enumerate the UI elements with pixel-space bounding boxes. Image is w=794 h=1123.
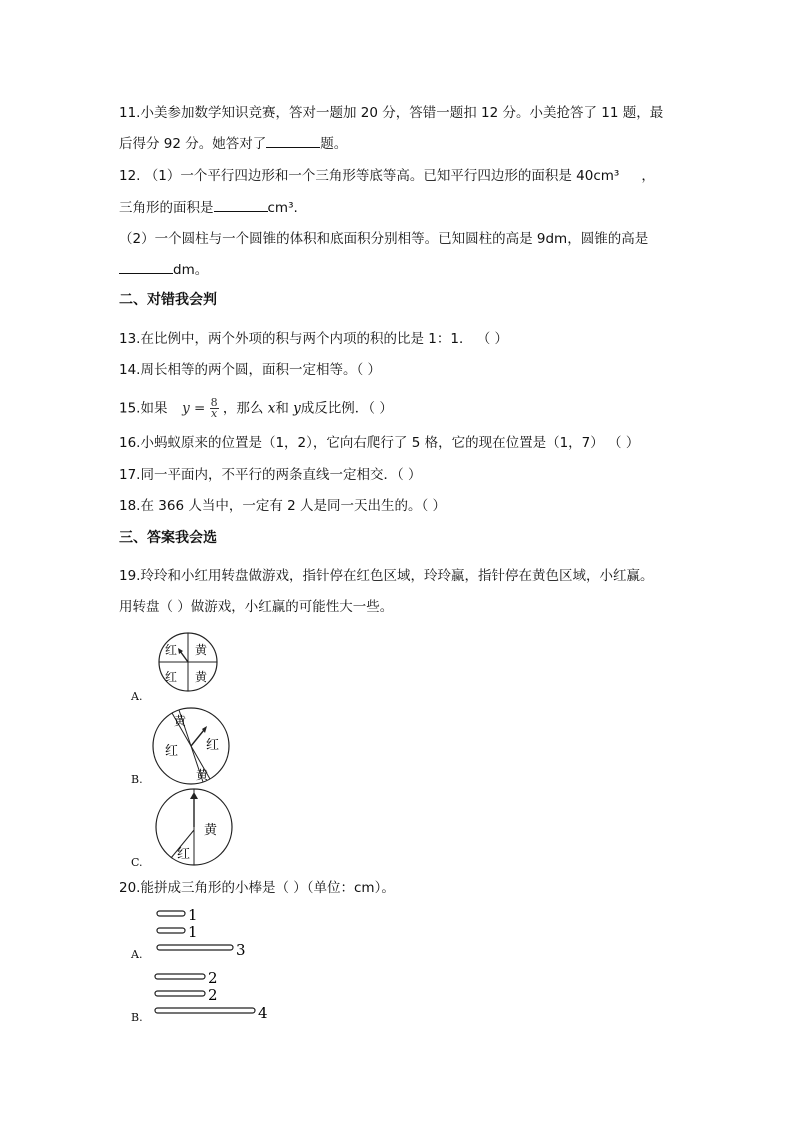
answer-blank[interactable] bbox=[214, 197, 268, 212]
answer-blank[interactable] bbox=[266, 133, 320, 148]
spinner-b-sector-4: 黄 bbox=[196, 768, 209, 782]
stick-b-3 bbox=[155, 1008, 255, 1013]
question-12-text-1a: 12. （1）一个平行四边形和一个三角形等底等高。已知平行四边形的面积是 40cm³ bbox=[119, 168, 620, 184]
spinner-b-sector-3: 红 bbox=[206, 738, 220, 753]
option-a-label[interactable]: A. bbox=[131, 690, 143, 703]
question-12-line-4 bbox=[119, 259, 208, 280]
question-12-text-2b: cm³. bbox=[267, 200, 298, 216]
question-15-mid: ，那么 bbox=[222, 400, 264, 417]
question-19-line-1: 19.玲玲和小红用转盘做游戏，指针停在红色区域，玲玲赢，指针停在黄色区域，小红赢。 bbox=[119, 568, 654, 584]
question-12-text-4b: dm。 bbox=[173, 262, 209, 278]
formula-y: y bbox=[182, 400, 190, 417]
formula-equals: = bbox=[194, 400, 206, 417]
option-c-label[interactable]: C. bbox=[131, 856, 143, 869]
spinner-a-sector-2: 黄 bbox=[195, 643, 208, 657]
spinner-b bbox=[150, 705, 236, 787]
spinner-c-arrowhead-icon bbox=[190, 792, 198, 799]
variable-x: x bbox=[267, 400, 276, 417]
variable-y: y bbox=[293, 400, 301, 417]
question-11-line-1: 11.小美参加数学知识竞赛，答对一题加 20 分，答错一题扣 12 分。小美抢答了 11 题，最 bbox=[119, 105, 664, 121]
question-14: 14.周长相等的两个圆，面积一定相等。（ ） bbox=[119, 362, 382, 378]
sticks-a bbox=[150, 904, 260, 960]
question-15-suffix: 成反比例．（ ） bbox=[300, 400, 393, 417]
sticks-b bbox=[150, 966, 280, 1022]
question-12-text-1b: ， bbox=[641, 168, 655, 184]
question-20: 20.能拼成三角形的小棒是（ ）（单位：cm）。 bbox=[119, 880, 395, 896]
question-15-prefix: 15.如果 bbox=[119, 400, 168, 417]
stick-b-2-length: 2 bbox=[208, 986, 218, 1004]
stick-b-1-length: 2 bbox=[208, 969, 218, 987]
spinner-a-sector-4: 黄 bbox=[195, 670, 208, 684]
question-18: 18.在 366 人当中，一定有 2 人是同一天出生的。（ ） bbox=[119, 498, 447, 514]
question-15 bbox=[119, 398, 393, 424]
section-heading-true-false: 二、对错我会判 bbox=[119, 292, 217, 308]
fraction-numerator: 8 bbox=[210, 396, 218, 409]
stick-a-1-length: 1 bbox=[188, 906, 198, 924]
question-15-and: 和 bbox=[275, 400, 289, 417]
stick-a-2 bbox=[157, 928, 185, 933]
option-b-label[interactable]: B. bbox=[131, 773, 143, 786]
stick-a-3 bbox=[157, 945, 233, 950]
spinner-b-sector-2: 红 bbox=[165, 744, 179, 759]
question-11-text-b: 题。 bbox=[320, 136, 348, 152]
spinner-c bbox=[150, 786, 240, 868]
stick-a-1 bbox=[157, 911, 185, 916]
spinner-a-sector-3: 红 bbox=[165, 670, 178, 684]
formula-fraction bbox=[210, 398, 219, 419]
question-12-line-3: （2）一个圆柱与一个圆锥的体积和底面积分别相等。已知圆柱的高是 9dm，圆锥的高是 bbox=[119, 231, 649, 247]
question-11-text-a: 后得分 92 分。她答对了 bbox=[119, 136, 267, 152]
answer-blank[interactable] bbox=[119, 259, 173, 274]
stick-a-2-length: 1 bbox=[188, 923, 198, 941]
section-heading-multiple-choice: 三、答案我会选 bbox=[119, 530, 217, 546]
stick-b-1 bbox=[155, 974, 205, 979]
stick-a-3-length: 3 bbox=[236, 941, 246, 959]
spinner-a bbox=[150, 632, 230, 692]
spinner-b-pointer-icon bbox=[191, 730, 204, 746]
spinner-b-sector-1: 黄 bbox=[174, 714, 187, 728]
spinner-c-sector-1: 黄 bbox=[204, 823, 218, 838]
stick-b-2 bbox=[155, 991, 205, 996]
spinner-a-sector-1: 红 bbox=[165, 643, 178, 657]
question-13: 13.在比例中，两个外项的积与两个内项的积的比是 1：1． （ ） bbox=[119, 331, 509, 347]
spinner-a-pointer-icon bbox=[180, 651, 188, 662]
stick-b-3-length: 4 bbox=[258, 1004, 268, 1022]
question-19-line-2: 用转盘（ ）做游戏，小红赢的可能性大一些。 bbox=[119, 599, 394, 615]
fraction-denominator: x bbox=[211, 407, 218, 420]
spinner-c-sector-2: 红 bbox=[177, 847, 191, 862]
question-12-line-2 bbox=[119, 197, 298, 218]
question-12-text-2a: 三角形的面积是 bbox=[119, 200, 214, 216]
question-11-line-2 bbox=[119, 133, 347, 154]
question-16: 16.小蚂蚁原来的位置是（1，2），它向右爬行了 5 格，它的现在位置是（1，7） （ ） bbox=[119, 435, 640, 451]
question-12-line-1 bbox=[119, 166, 655, 186]
option-a-label[interactable]: A. bbox=[131, 948, 143, 961]
question-17: 17.同一平面内，不平行的两条直线一定相交．（ ） bbox=[119, 467, 422, 483]
option-b-label[interactable]: B. bbox=[131, 1011, 143, 1024]
